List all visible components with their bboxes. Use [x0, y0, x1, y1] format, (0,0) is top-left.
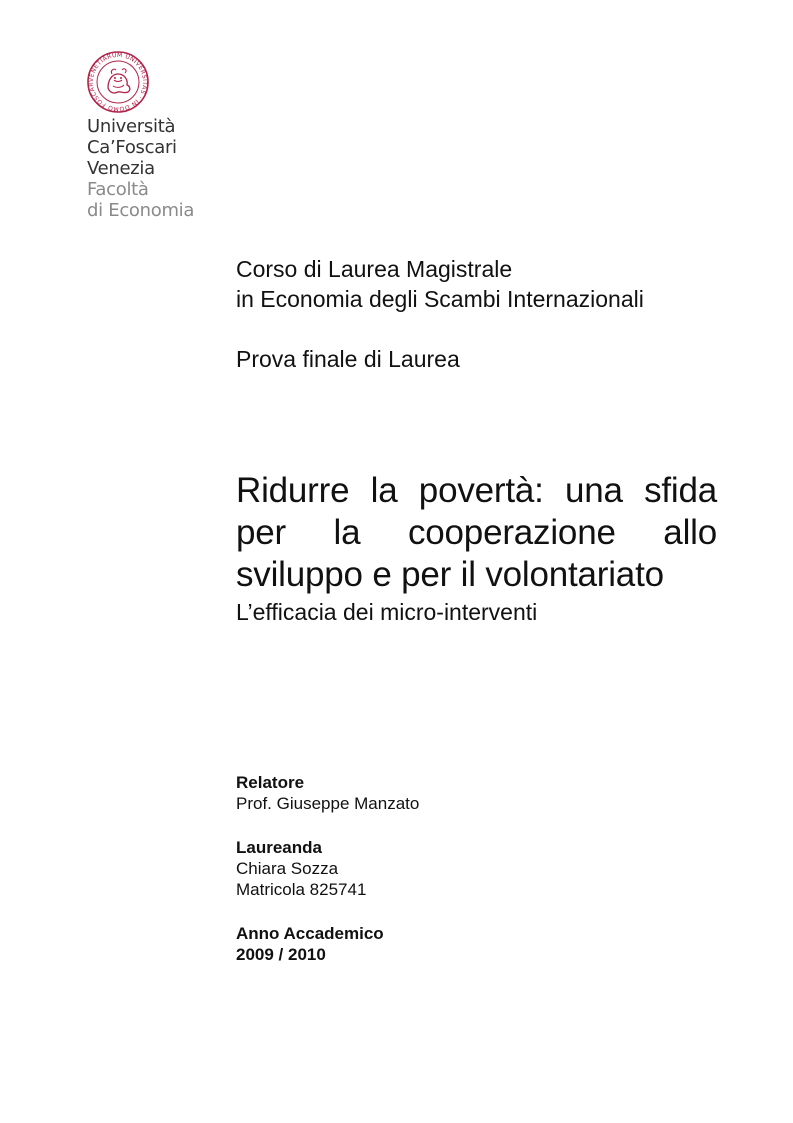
title-line-2: per la cooperazione allo [236, 513, 717, 552]
title-line-3: sviluppo e per il volontariato [236, 555, 664, 594]
relatore-block [236, 772, 419, 814]
course-line-1: Corso di Laurea Magistrale [236, 256, 513, 282]
course-name [236, 254, 644, 314]
wordmark-line-universita: Università [87, 116, 176, 137]
wordmark-line-facolta: Facoltà [87, 179, 149, 200]
relatore-label: Relatore [236, 773, 305, 792]
laureanda-block [236, 837, 366, 900]
laureanda-label: Laureanda [236, 838, 322, 857]
thesis-subtitle: L’efficacia dei micro-interventi [236, 599, 538, 625]
thesis-title [236, 470, 717, 596]
wordmark-line-venezia: Venezia [87, 158, 155, 179]
relatore-name: Prof. Giuseppe Manzato [236, 794, 420, 813]
university-wordmark [87, 116, 194, 221]
laureanda-name: Chiara Sozza [236, 859, 339, 878]
course-line-2: in Economia degli Scambi Internazionali [236, 286, 644, 312]
anno-value: 2009 / 2010 [236, 945, 326, 964]
title-line-1: Ridurre la povertà: una sfida [236, 471, 717, 510]
wordmark-line-cafoscari: Ca’Foscari [87, 137, 177, 158]
anno-accademico-block [236, 923, 384, 965]
wordmark-line-economia: di Economia [87, 200, 195, 221]
thesis-type: Prova finale di Laurea [236, 346, 460, 372]
anno-label: Anno Accademico [236, 924, 384, 943]
svg-text:VENETIARUM UNIVERSITAS · IN DO: VENETIARUM UNIVERSITAS · IN DOMO FOSCAR [87, 51, 149, 113]
university-seal-logo [86, 50, 150, 114]
laureanda-matricola: Matricola 825741 [236, 880, 367, 899]
